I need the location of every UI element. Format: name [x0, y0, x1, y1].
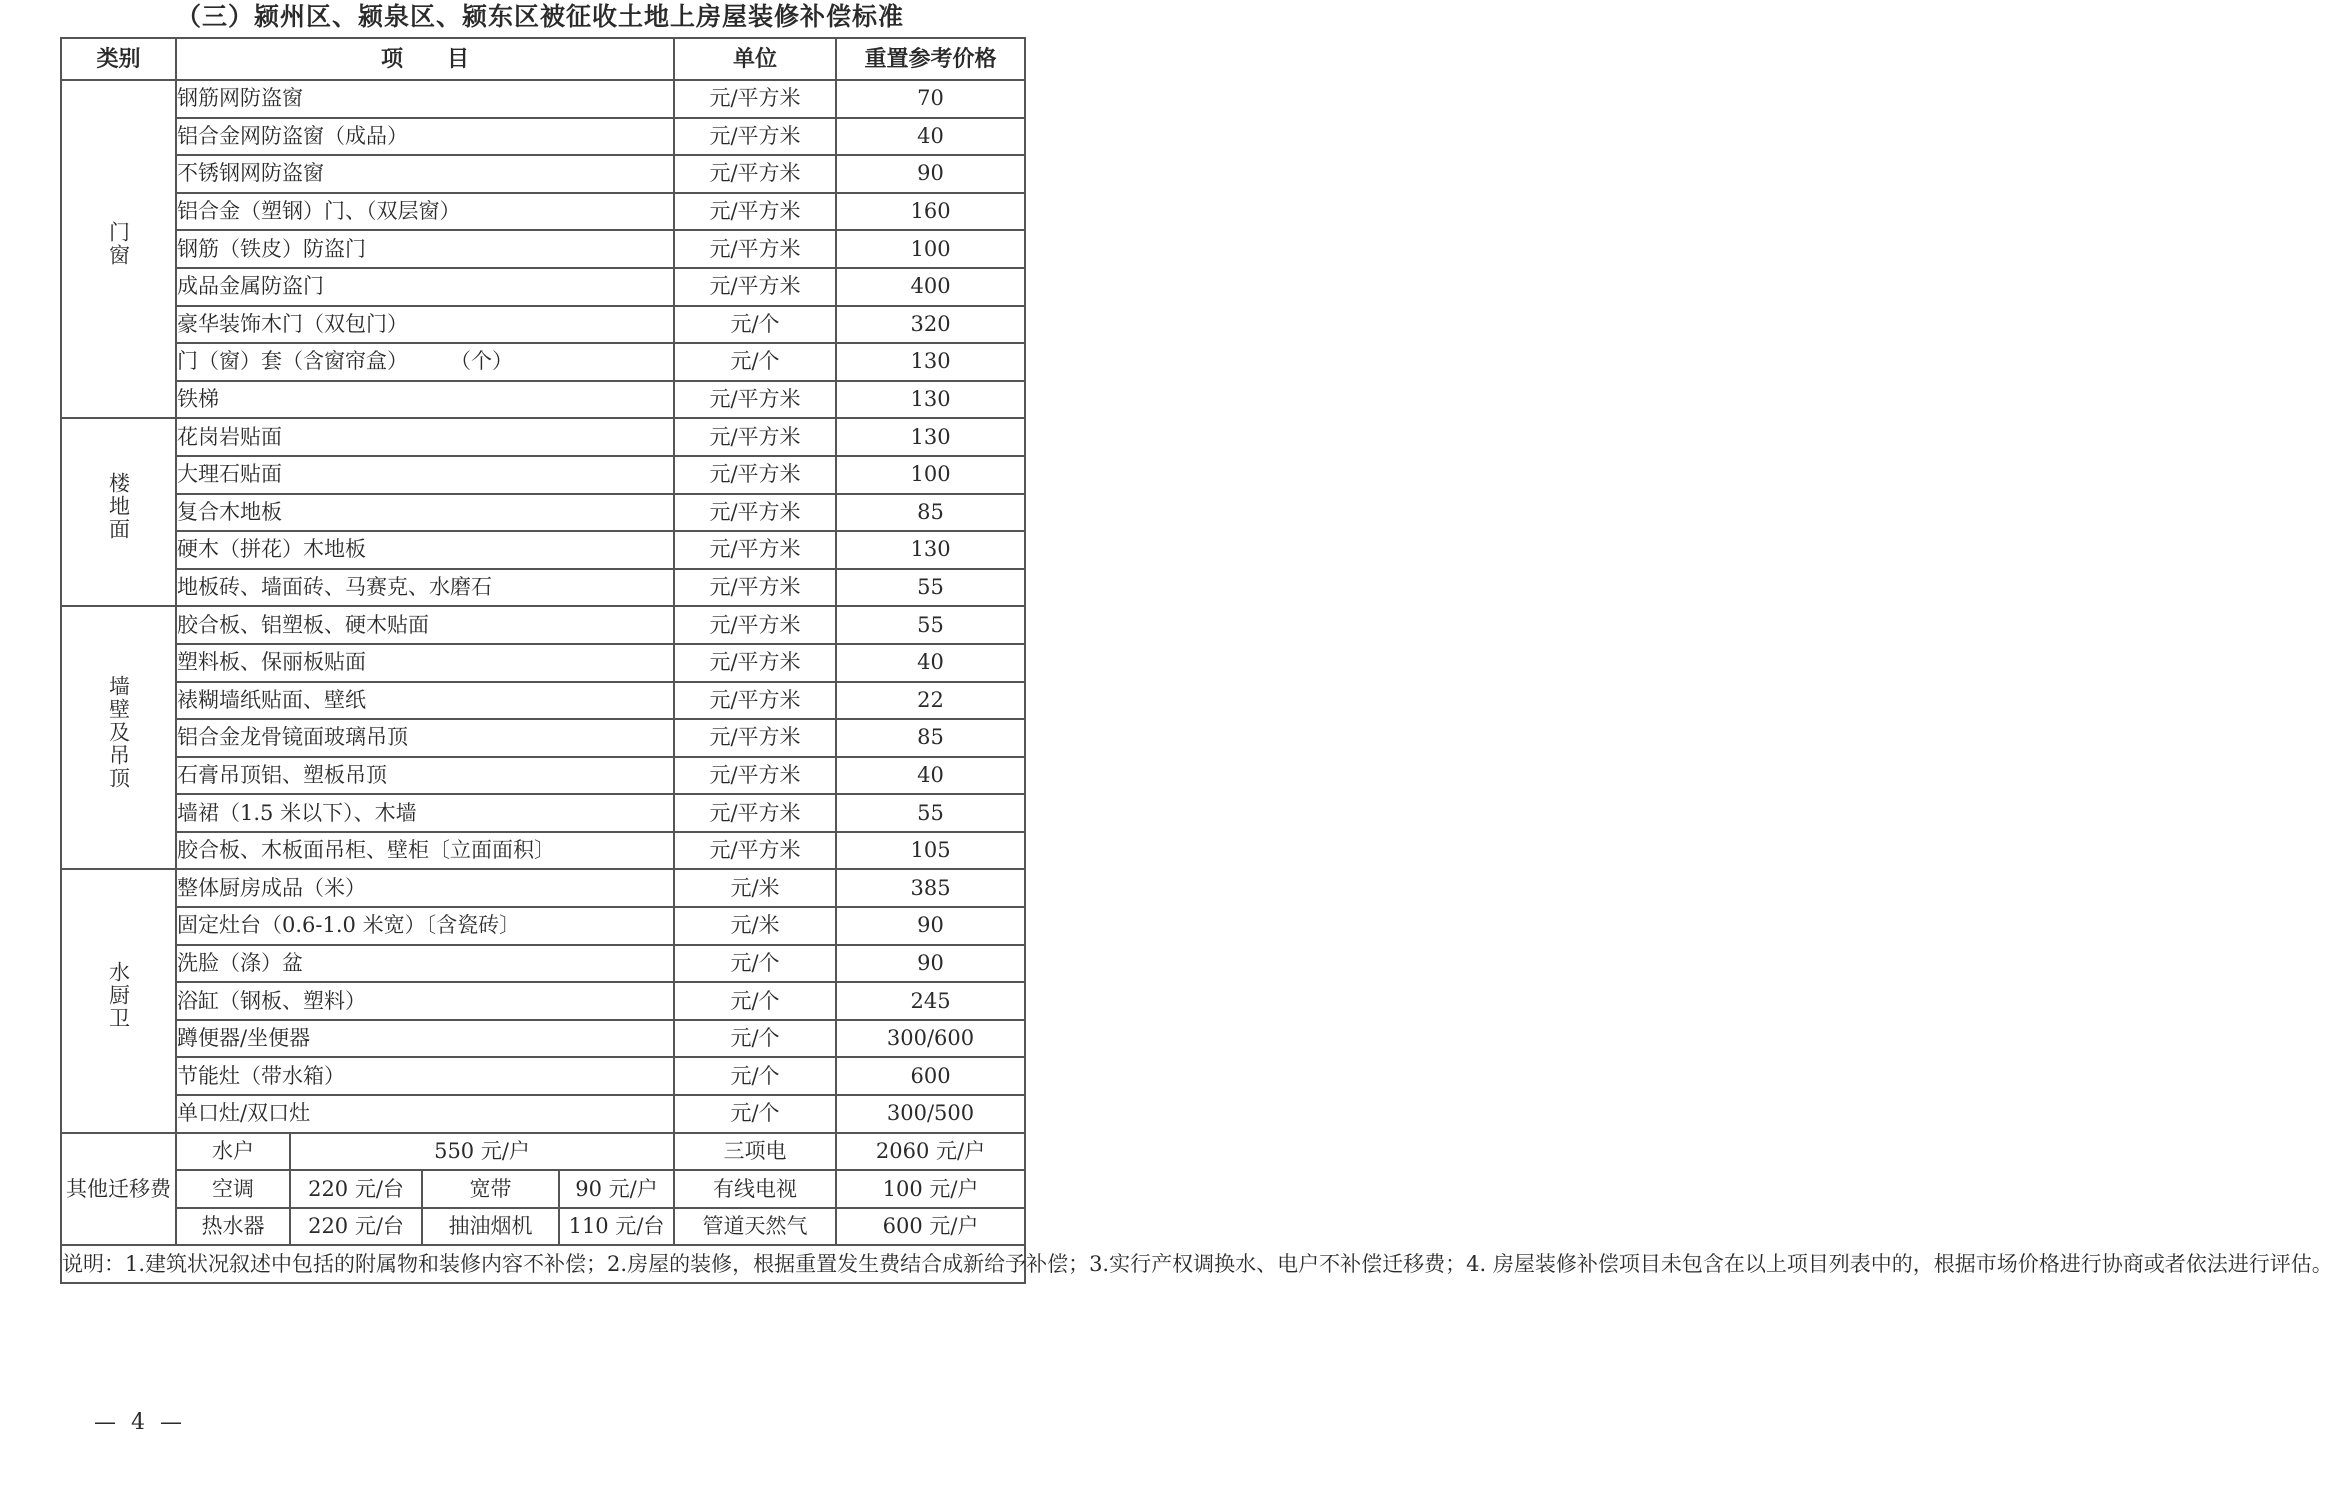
item-cell: 塑料板、保丽板贴面 [176, 644, 674, 682]
other-fee-value: 220 元/台 [290, 1170, 422, 1208]
table-row [61, 945, 1025, 983]
category-cell [61, 418, 176, 606]
page-title: （三）颍州区、颍泉区、颍东区被征收土地上房屋装修补偿标准 [175, 2, 904, 31]
other-fee-value: 100 元/户 [836, 1170, 1025, 1208]
item-cell: 胶合板、铝塑板、硬木贴面 [176, 606, 674, 644]
item-cell: 硬木（拼花）木地板 [176, 531, 674, 569]
item-cell: 单口灶/双口灶 [176, 1095, 674, 1133]
table-row [61, 1057, 1025, 1095]
price-cell: 130 [836, 531, 1025, 569]
category-cell [61, 869, 176, 1132]
table-row [61, 644, 1025, 682]
other-fees-category: 其他迁移费 [61, 1133, 176, 1246]
item-cell: 复合木地板 [176, 494, 674, 532]
table-row [61, 757, 1025, 795]
header-item: 项 目 [176, 38, 674, 80]
other-fee-label: 空调 [176, 1170, 290, 1208]
unit-cell: 元/平方米 [674, 606, 836, 644]
table-row [61, 719, 1025, 757]
category-label: 水厨卫 [106, 961, 131, 1031]
other-fee-value: 220 元/台 [290, 1208, 422, 1246]
other-fee-value: 600 元/户 [836, 1208, 1025, 1246]
item-cell: 大理石贴面 [176, 456, 674, 494]
other-fee-label: 管道天然气 [674, 1208, 836, 1246]
item-cell: 铝合金龙骨镜面玻璃吊顶 [176, 719, 674, 757]
category-label: 楼地面 [106, 472, 131, 542]
unit-cell: 元/平方米 [674, 757, 836, 795]
table-row [61, 494, 1025, 532]
unit-cell: 元/平方米 [674, 644, 836, 682]
table-row [61, 268, 1025, 306]
price-cell: 100 [836, 456, 1025, 494]
price-cell: 160 [836, 193, 1025, 231]
table-row [61, 682, 1025, 720]
table-body [61, 80, 2333, 1283]
item-cell: 门（窗）套（含窗帘盒） （个） [176, 343, 674, 381]
item-cell: 裱糊墙纸贴面、壁纸 [176, 682, 674, 720]
table-row [61, 418, 1025, 456]
unit-cell: 元/平方米 [674, 719, 836, 757]
other-fee-label: 三项电 [674, 1133, 836, 1171]
table-row [61, 832, 1025, 870]
unit-cell: 元/平方米 [674, 193, 836, 231]
unit-cell: 元/平方米 [674, 268, 836, 306]
other-fees-row-2 [61, 1170, 1025, 1208]
category-cell [61, 80, 176, 418]
other-fee-label: 有线电视 [674, 1170, 836, 1208]
item-cell: 成品金属防盗门 [176, 268, 674, 306]
item-cell: 固定灶台（0.6-1.0 米宽）〔含瓷砖〕 [176, 907, 674, 945]
table-row [61, 794, 1025, 832]
unit-cell: 元/平方米 [674, 418, 836, 456]
unit-cell: 元/平方米 [674, 569, 836, 607]
other-fees-row-1 [61, 1133, 1025, 1171]
table-row [61, 193, 1025, 231]
item-cell: 洗脸（涤）盆 [176, 945, 674, 983]
table-row [61, 907, 1025, 945]
price-cell: 22 [836, 682, 1025, 720]
table-row [61, 306, 1025, 344]
item-cell: 豪华装饰木门（双包门） [176, 306, 674, 344]
unit-cell: 元/个 [674, 306, 836, 344]
table-row [61, 118, 1025, 156]
price-cell: 85 [836, 494, 1025, 532]
price-cell: 300/600 [836, 1020, 1025, 1058]
price-cell: 40 [836, 118, 1025, 156]
other-fee-value: 90 元/户 [559, 1170, 674, 1208]
table-row [61, 343, 1025, 381]
item-cell: 墙裙（1.5 米以下）、木墙 [176, 794, 674, 832]
price-cell: 130 [836, 343, 1025, 381]
item-cell: 不锈钢网防盗窗 [176, 155, 674, 193]
item-cell: 蹲便器/坐便器 [176, 1020, 674, 1058]
other-fee-value: 550 元/户 [290, 1133, 674, 1171]
table-row [61, 982, 1025, 1020]
price-cell: 400 [836, 268, 1025, 306]
price-cell: 100 [836, 230, 1025, 268]
unit-cell: 元/个 [674, 1095, 836, 1133]
price-cell: 245 [836, 982, 1025, 1020]
item-cell: 铝合金网防盗窗（成品） [176, 118, 674, 156]
unit-cell: 元/个 [674, 343, 836, 381]
price-cell: 385 [836, 869, 1025, 907]
note-row [61, 1245, 1025, 1283]
table-row [61, 1020, 1025, 1058]
category-cell [61, 606, 176, 869]
unit-cell: 元/米 [674, 907, 836, 945]
price-cell: 90 [836, 945, 1025, 983]
item-cell: 钢筋（铁皮）防盗门 [176, 230, 674, 268]
item-cell: 节能灶（带水箱） [176, 1057, 674, 1095]
unit-cell: 元/平方米 [674, 794, 836, 832]
item-cell: 石膏吊顶铝、塑板吊顶 [176, 757, 674, 795]
header-price: 重置参考价格 [836, 38, 1025, 80]
table-row [61, 456, 1025, 494]
price-cell: 40 [836, 757, 1025, 795]
unit-cell: 元/个 [674, 1057, 836, 1095]
unit-cell: 元/个 [674, 1020, 836, 1058]
price-cell: 55 [836, 569, 1025, 607]
table-header-row [61, 38, 1025, 80]
page-number: — 4 — [94, 1410, 186, 1435]
header-category: 类别 [61, 38, 176, 80]
unit-cell: 元/个 [674, 982, 836, 1020]
price-cell: 300/500 [836, 1095, 1025, 1133]
other-fees-row-3 [61, 1208, 1025, 1246]
other-fee-label: 宽带 [422, 1170, 559, 1208]
price-cell: 600 [836, 1057, 1025, 1095]
item-cell: 浴缸（钢板、塑料） [176, 982, 674, 1020]
table-row [61, 606, 1025, 644]
other-fee-value: 110 元/台 [559, 1208, 674, 1246]
note-text: 说明：1.建筑状况叙述中包括的附属物和装修内容不补偿；2.房屋的装修，根据重置发生费结合成新给予补偿；3.实行产权调换水、电户不补偿迁移费；4. 房屋装修补偿项目未包含在以上项目列表中的，根据市场价格进行协商或者依法进行评估。 [61, 1245, 1025, 1283]
item-cell: 铝合金（塑钢）门、（双层窗） [176, 193, 674, 231]
item-cell: 胶合板、木板面吊柜、壁柜〔立面面积〕 [176, 832, 674, 870]
price-cell: 55 [836, 606, 1025, 644]
table-row [61, 155, 1025, 193]
unit-cell: 元/米 [674, 869, 836, 907]
unit-cell: 元/平方米 [674, 494, 836, 532]
item-cell: 钢筋网防盗窗 [176, 80, 674, 118]
table-row [61, 569, 1025, 607]
category-label: 门窗 [106, 220, 131, 267]
item-cell: 铁梯 [176, 381, 674, 419]
compensation-table [60, 37, 2333, 1284]
price-cell: 105 [836, 832, 1025, 870]
unit-cell: 元/平方米 [674, 80, 836, 118]
category-label: 墙壁及吊顶 [106, 674, 131, 790]
price-cell: 130 [836, 418, 1025, 456]
item-cell: 花岗岩贴面 [176, 418, 674, 456]
other-fee-label: 热水器 [176, 1208, 290, 1246]
table-row [61, 381, 1025, 419]
price-cell: 85 [836, 719, 1025, 757]
table-row [61, 80, 1025, 118]
price-cell: 55 [836, 794, 1025, 832]
item-cell: 整体厨房成品（米） [176, 869, 674, 907]
unit-cell: 元/个 [674, 945, 836, 983]
price-cell: 70 [836, 80, 1025, 118]
unit-cell: 元/平方米 [674, 155, 836, 193]
other-fee-value: 2060 元/户 [836, 1133, 1025, 1171]
unit-cell: 元/平方米 [674, 456, 836, 494]
unit-cell: 元/平方米 [674, 531, 836, 569]
unit-cell: 元/平方米 [674, 230, 836, 268]
unit-cell: 元/平方米 [674, 118, 836, 156]
table-row [61, 869, 1025, 907]
unit-cell: 元/平方米 [674, 832, 836, 870]
other-fee-label: 抽油烟机 [422, 1208, 559, 1246]
table-row [61, 531, 1025, 569]
unit-cell: 元/平方米 [674, 381, 836, 419]
other-fee-label: 水户 [176, 1133, 290, 1171]
unit-cell: 元/平方米 [674, 682, 836, 720]
header-unit: 单位 [674, 38, 836, 80]
table-row [61, 1095, 1025, 1133]
price-cell: 90 [836, 155, 1025, 193]
price-cell: 130 [836, 381, 1025, 419]
item-cell: 地板砖、墙面砖、马赛克、水磨石 [176, 569, 674, 607]
table-row [61, 230, 1025, 268]
price-cell: 40 [836, 644, 1025, 682]
price-cell: 320 [836, 306, 1025, 344]
price-cell: 90 [836, 907, 1025, 945]
